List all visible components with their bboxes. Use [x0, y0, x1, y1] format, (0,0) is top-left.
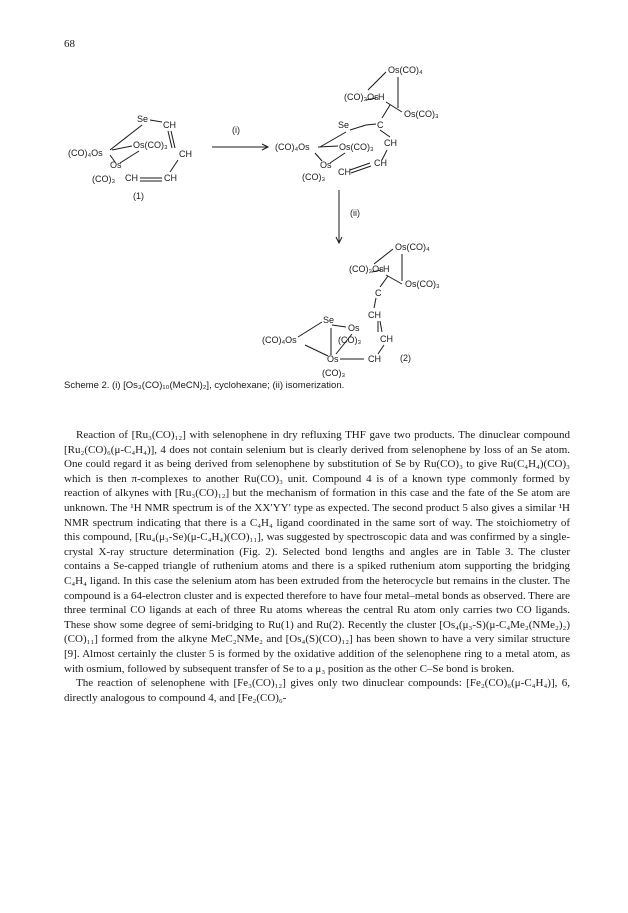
arrow-i — [212, 125, 268, 150]
int-se: Se — [338, 120, 350, 130]
c1-os-bottom: Os — [110, 160, 122, 170]
c2-os-bottom-co: (CO)₃ — [322, 368, 346, 378]
c1-os-bottom-co: (CO)₃ — [92, 174, 116, 184]
reaction-scheme — [0, 0, 628, 400]
c2-ch-inner: CH — [380, 334, 393, 344]
int-os-right-top: Os(CO)₃ — [404, 109, 439, 119]
c2-ch-mid: CH — [368, 310, 381, 320]
int-os-bottom-co: (CO)₃ — [302, 172, 326, 182]
intermediate-structure — [275, 65, 439, 182]
c2-label: (2) — [400, 353, 411, 363]
int-os-mid: Os(CO)₃ — [339, 142, 374, 152]
int-ch-right: CH — [384, 138, 397, 148]
c2-os-co3-left: (CO)₃Os — [349, 264, 384, 274]
page-number: 68 — [64, 38, 75, 50]
paragraph-2: The reaction of selenophene with [Fe₃(CO)₁₂] gives only two dinuclear compounds: [Fe₂(CO)₆(μ-C₄H₄)], 6, directly analogous to compound 4, and [Fe₂(CO)₆- — [64, 677, 570, 704]
c2-se: Se — [323, 315, 335, 325]
int-ch-bottom: CH — [338, 167, 351, 177]
arrow-i-label: (i) — [232, 125, 240, 135]
c2-c: C — [375, 288, 382, 298]
c2-ch-bottom: CH — [368, 354, 381, 364]
scheme-caption: Scheme 2. (i) [Os₃(CO)₁₀(MeCN)₂], cyclohexane; (ii) isomerization. — [64, 380, 345, 391]
compound-1-structure — [68, 114, 192, 201]
c2-os-left: (CO)₄Os — [262, 335, 297, 345]
c2-os-top: Os(CO)₄ — [395, 242, 430, 252]
arrow-ii-label: (ii) — [350, 208, 360, 218]
int-os-top: Os(CO)₄ — [388, 65, 423, 75]
c2-os-inner: Os — [348, 323, 360, 333]
c2-os-bottom: Os — [327, 354, 339, 364]
c1-ch-top: CH — [163, 120, 176, 130]
int-os-bottom: Os — [320, 160, 332, 170]
c1-ch-right: CH — [179, 149, 192, 159]
c1-se: Se — [137, 114, 149, 124]
int-os-co3-left: (CO)₃Os — [344, 92, 379, 102]
paragraph-1: Reaction of [Ru₃(CO)₁₂] with selenophene in dry refluxing THF gave two products. The dinuclear compound [Ru₂(CO)₆(μ-C₄H₄)], 4 does not contain selenium but is clearly derived from selenophene by loss of an Se atom. One could regard it as being derived from selenophene by substitution of Se by Ru(CO)₃ to give Ru(C₄H₄)(CO)₃ which is then π-complexes to another Ru(CO)₃ unit. Compound 4 is of a known type commonly formed by reaction of alkynes with [Ru₃(CO)₁₂] but the mechanism of formation in this case and the fate of the Se atom are unknown. The ¹H NMR spectrum is of the XX′YY′ type as expected. The second product 5 also gives a similar ¹H NMR spectrum indicating that there is a C₄H₄ ligand coordinated in the same sort of way. The stoichiometry of this compound, [Ru₄(μ₃-Se)(μ-C₄H₄)(CO)₁₁], was suggested by spectroscopic data and was confirmed by a single-crystal X-ray structure determination (Fig. 2). Selected bond lengths and angles are in Table 3. The cluster contains a Se-capped triangle of ruthenium atoms and there is a spiked ruthenium atom supporting the bridging C₄H₄ ligand. In this case the selenium atom has been extruded from the heterocycle but remains in the cluster. The compound is a 64-electron cluster and is expected therefore to have four metal–metal bonds as observed. There are three terminal CO ligands at each of three Ru atoms whereas the central Ru atom only carries two CO ligands. These show some degree of semi-bridging to Ru(1) and Ru(2). Recently the cluster [Os₄(μ₃-S)(μ-C₄Me₂(NMe₂)₂)(CO)₁₁] formed from the alkyne MeC₂NMe₂ and [Os₄(S)(CO)₁₂] has been shown to have a very similar structure [9]. Almost certainly the cluster 5 is formed by the oxidative addition of the selenophene ring to a metal atom, as with osmium, followed by subsequent transfer of Se to a μ₃ position as the other C–Se bond is broken. — [64, 429, 570, 675]
c2-os-inner-co: (CO)₃ — [338, 335, 362, 345]
c2-os-right: Os(CO)₃ — [405, 279, 440, 289]
c1-os-right: Os(CO)₃ — [133, 140, 168, 150]
c1-ch-bottom-left: CH — [125, 173, 138, 183]
c1-label: (1) — [133, 191, 144, 201]
arrow-ii — [336, 190, 360, 243]
c2-h: H — [383, 264, 390, 274]
c1-ch-bottom-right: CH — [164, 173, 177, 183]
int-ch-bottom-right: CH — [374, 158, 387, 168]
compound-2-structure — [262, 242, 440, 378]
int-os-left: (CO)₄Os — [275, 142, 310, 152]
c1-os-left: (CO)₄Os — [68, 148, 103, 158]
body-text — [64, 428, 570, 705]
int-h: H — [378, 92, 385, 102]
int-c: C — [377, 120, 384, 130]
